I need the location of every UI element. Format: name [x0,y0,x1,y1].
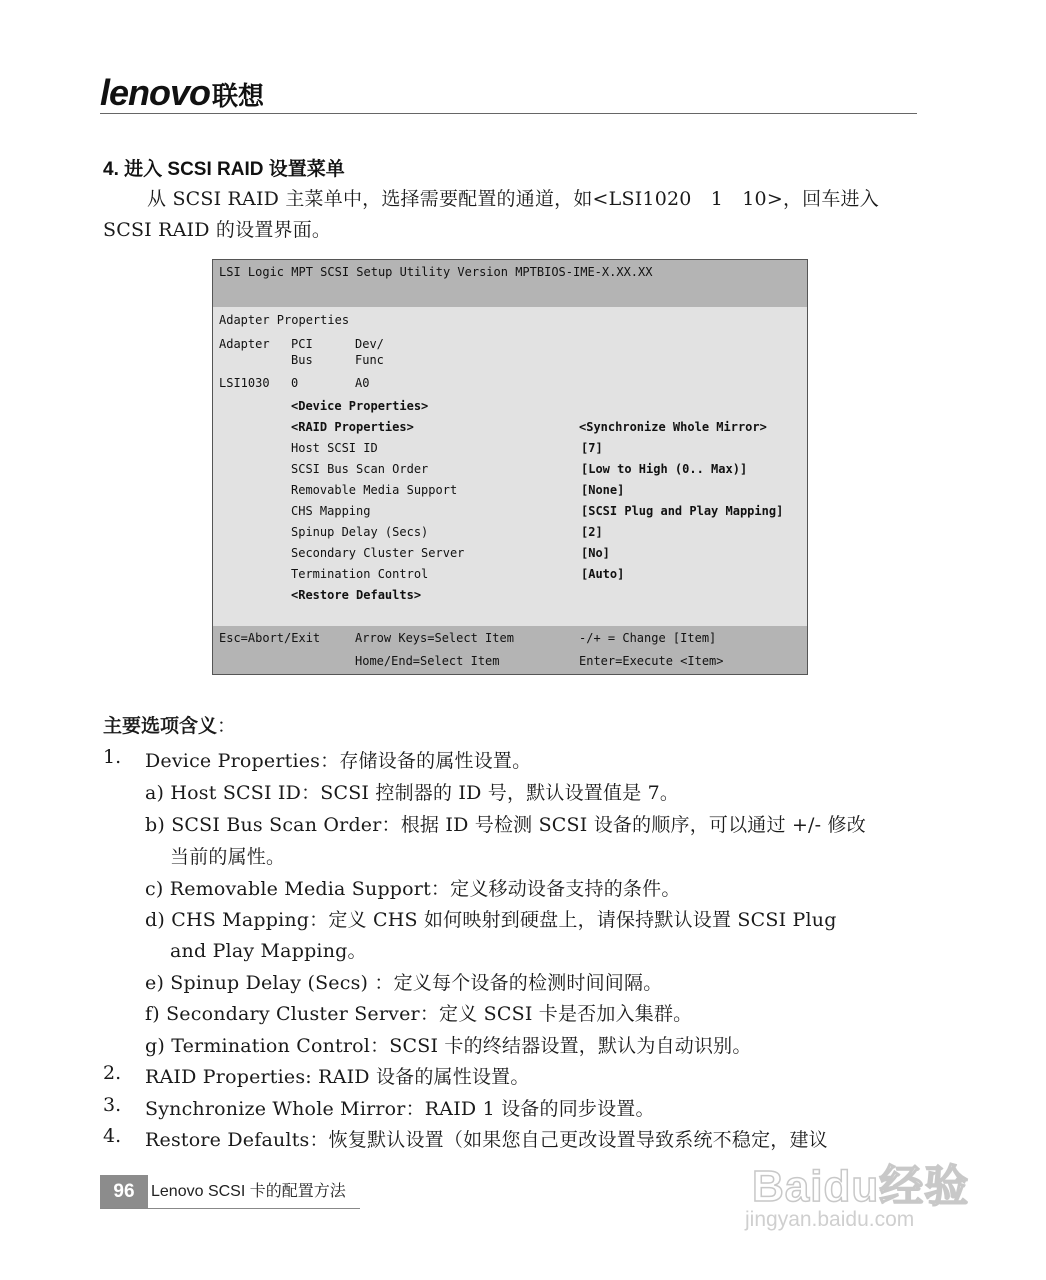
bios-screen [212,259,808,675]
list-number: 3. [103,1094,122,1116]
bios-section-label: Adapter Properties [219,313,350,327]
list-subitem-cont: and Play Mapping。 [170,940,367,962]
setting-value[interactable]: [7] [581,441,603,455]
pci-bus-value: 0 [291,376,299,390]
list-subitem: e) Spinup Delay (Secs) ：定义每个设备的检测时间间隔。 [145,972,663,994]
key-hint-change: -/+ = Change [Item] [579,631,717,645]
menu-device-properties[interactable]: <Device Properties> [291,399,429,413]
list-subitem: d) CHS Mapping：定义 CHS 如何映射到硬盘上，请保持默认设置 SCSI Plug [145,909,837,931]
setting-label: Spinup Delay (Secs) [291,525,429,539]
menu-raid-properties[interactable]: <RAID Properties> [291,420,414,434]
lenovo-logo [100,72,264,114]
adapter-name: LSI1030 [219,376,270,390]
setting-value[interactable]: [None] [581,483,625,497]
baidu-watermark: Baidu经验 [752,1162,970,1211]
section-paragraph: 从 SCSI RAID 主菜单中，选择需要配置的通道，如<LSI1020 1 10>，回车进入 SCSI RAID 的设置界面。 [103,188,879,241]
menu-sync-whole-mirror[interactable]: <Synchronize Whole Mirror> [579,420,767,434]
logo-text: lenovo [100,72,211,113]
list-subitem: c) Removable Media Support：定义移动设备支持的条件。 [145,878,681,900]
options-heading-text: 主要选项含义 [103,716,218,737]
key-hint-arrow: Arrow Keys=Select Item [355,631,514,645]
footer-divider [100,1208,360,1209]
list-number: 1. [103,746,122,768]
setting-label: Secondary Cluster Server [291,546,465,560]
setting-value[interactable]: [Auto] [581,567,625,581]
setting-label: Removable Media Support [291,483,458,497]
options-heading-colon: ： [217,716,237,737]
options-heading [103,711,236,738]
key-hint-home: Home/End=Select Item [355,654,500,668]
page-number: 96 [100,1175,148,1208]
col-adapter: Adapter [219,337,270,351]
section-title: 4. 进入 SCSI RAID 设置菜单 [103,159,345,180]
logo-cn-text: 联想 [212,81,265,111]
list-subitem: a) Host SCSI ID：SCSI 控制器的 ID 号，默认设置值是 7。 [145,782,680,804]
list-item: Restore Defaults：恢复默认设置（如果您自己更改设置导致系统不稳定，建议 [145,1129,828,1151]
list-subitem: b) SCSI Bus Scan Order：根据 ID 号检测 SCSI 设备的顺序，可以通过 +/- 修改 [145,814,866,836]
col-bus: Bus [291,353,313,367]
list-item: Device Properties：存储设备的属性设置。 [145,750,532,772]
footer-title: Lenovo SCSI 卡的配置方法 [151,1183,346,1200]
key-hint-enter: Enter=Execute <Item> [579,654,724,668]
list-subitem-cont: 当前的属性。 [170,846,286,868]
col-func: Func [355,353,384,367]
setting-value[interactable]: [SCSI Plug and Play Mapping] [581,504,784,518]
setting-value[interactable]: [2] [581,525,603,539]
key-hint-esc: Esc=Abort/Exit [219,631,321,645]
dev-func-value: A0 [355,376,370,390]
setting-label: Host SCSI ID [291,441,378,455]
col-dev: Dev/ [355,337,384,351]
baidu-watermark-url: jingyan.baidu.com [745,1208,915,1231]
setting-value[interactable]: [Low to High (0.. Max)] [581,462,748,476]
menu-restore-defaults[interactable]: <Restore Defaults> [291,588,422,602]
setting-label: SCSI Bus Scan Order [291,462,429,476]
col-pci: PCI [291,337,313,351]
list-subitem: g) Termination Control：SCSI 卡的终结器设置，默认为自动识别。 [145,1035,752,1057]
header-divider [100,113,917,114]
setting-label: CHS Mapping [291,504,371,518]
bios-title: LSI Logic MPT SCSI Setup Utility Version MPTBIOS-IME-X.XX.XX [219,265,653,279]
setting-label: Termination Control [291,567,429,581]
list-number: 4. [103,1125,122,1147]
list-item: RAID Properties: RAID 设备的属性设置。 [145,1066,530,1088]
list-number: 2. [103,1062,122,1084]
setting-value[interactable]: [No] [581,546,610,560]
list-subitem: f) Secondary Cluster Server：定义 SCSI 卡是否加入集群。 [145,1003,693,1025]
list-item: Synchronize Whole Mirror：RAID 1 设备的同步设置。 [145,1098,655,1120]
